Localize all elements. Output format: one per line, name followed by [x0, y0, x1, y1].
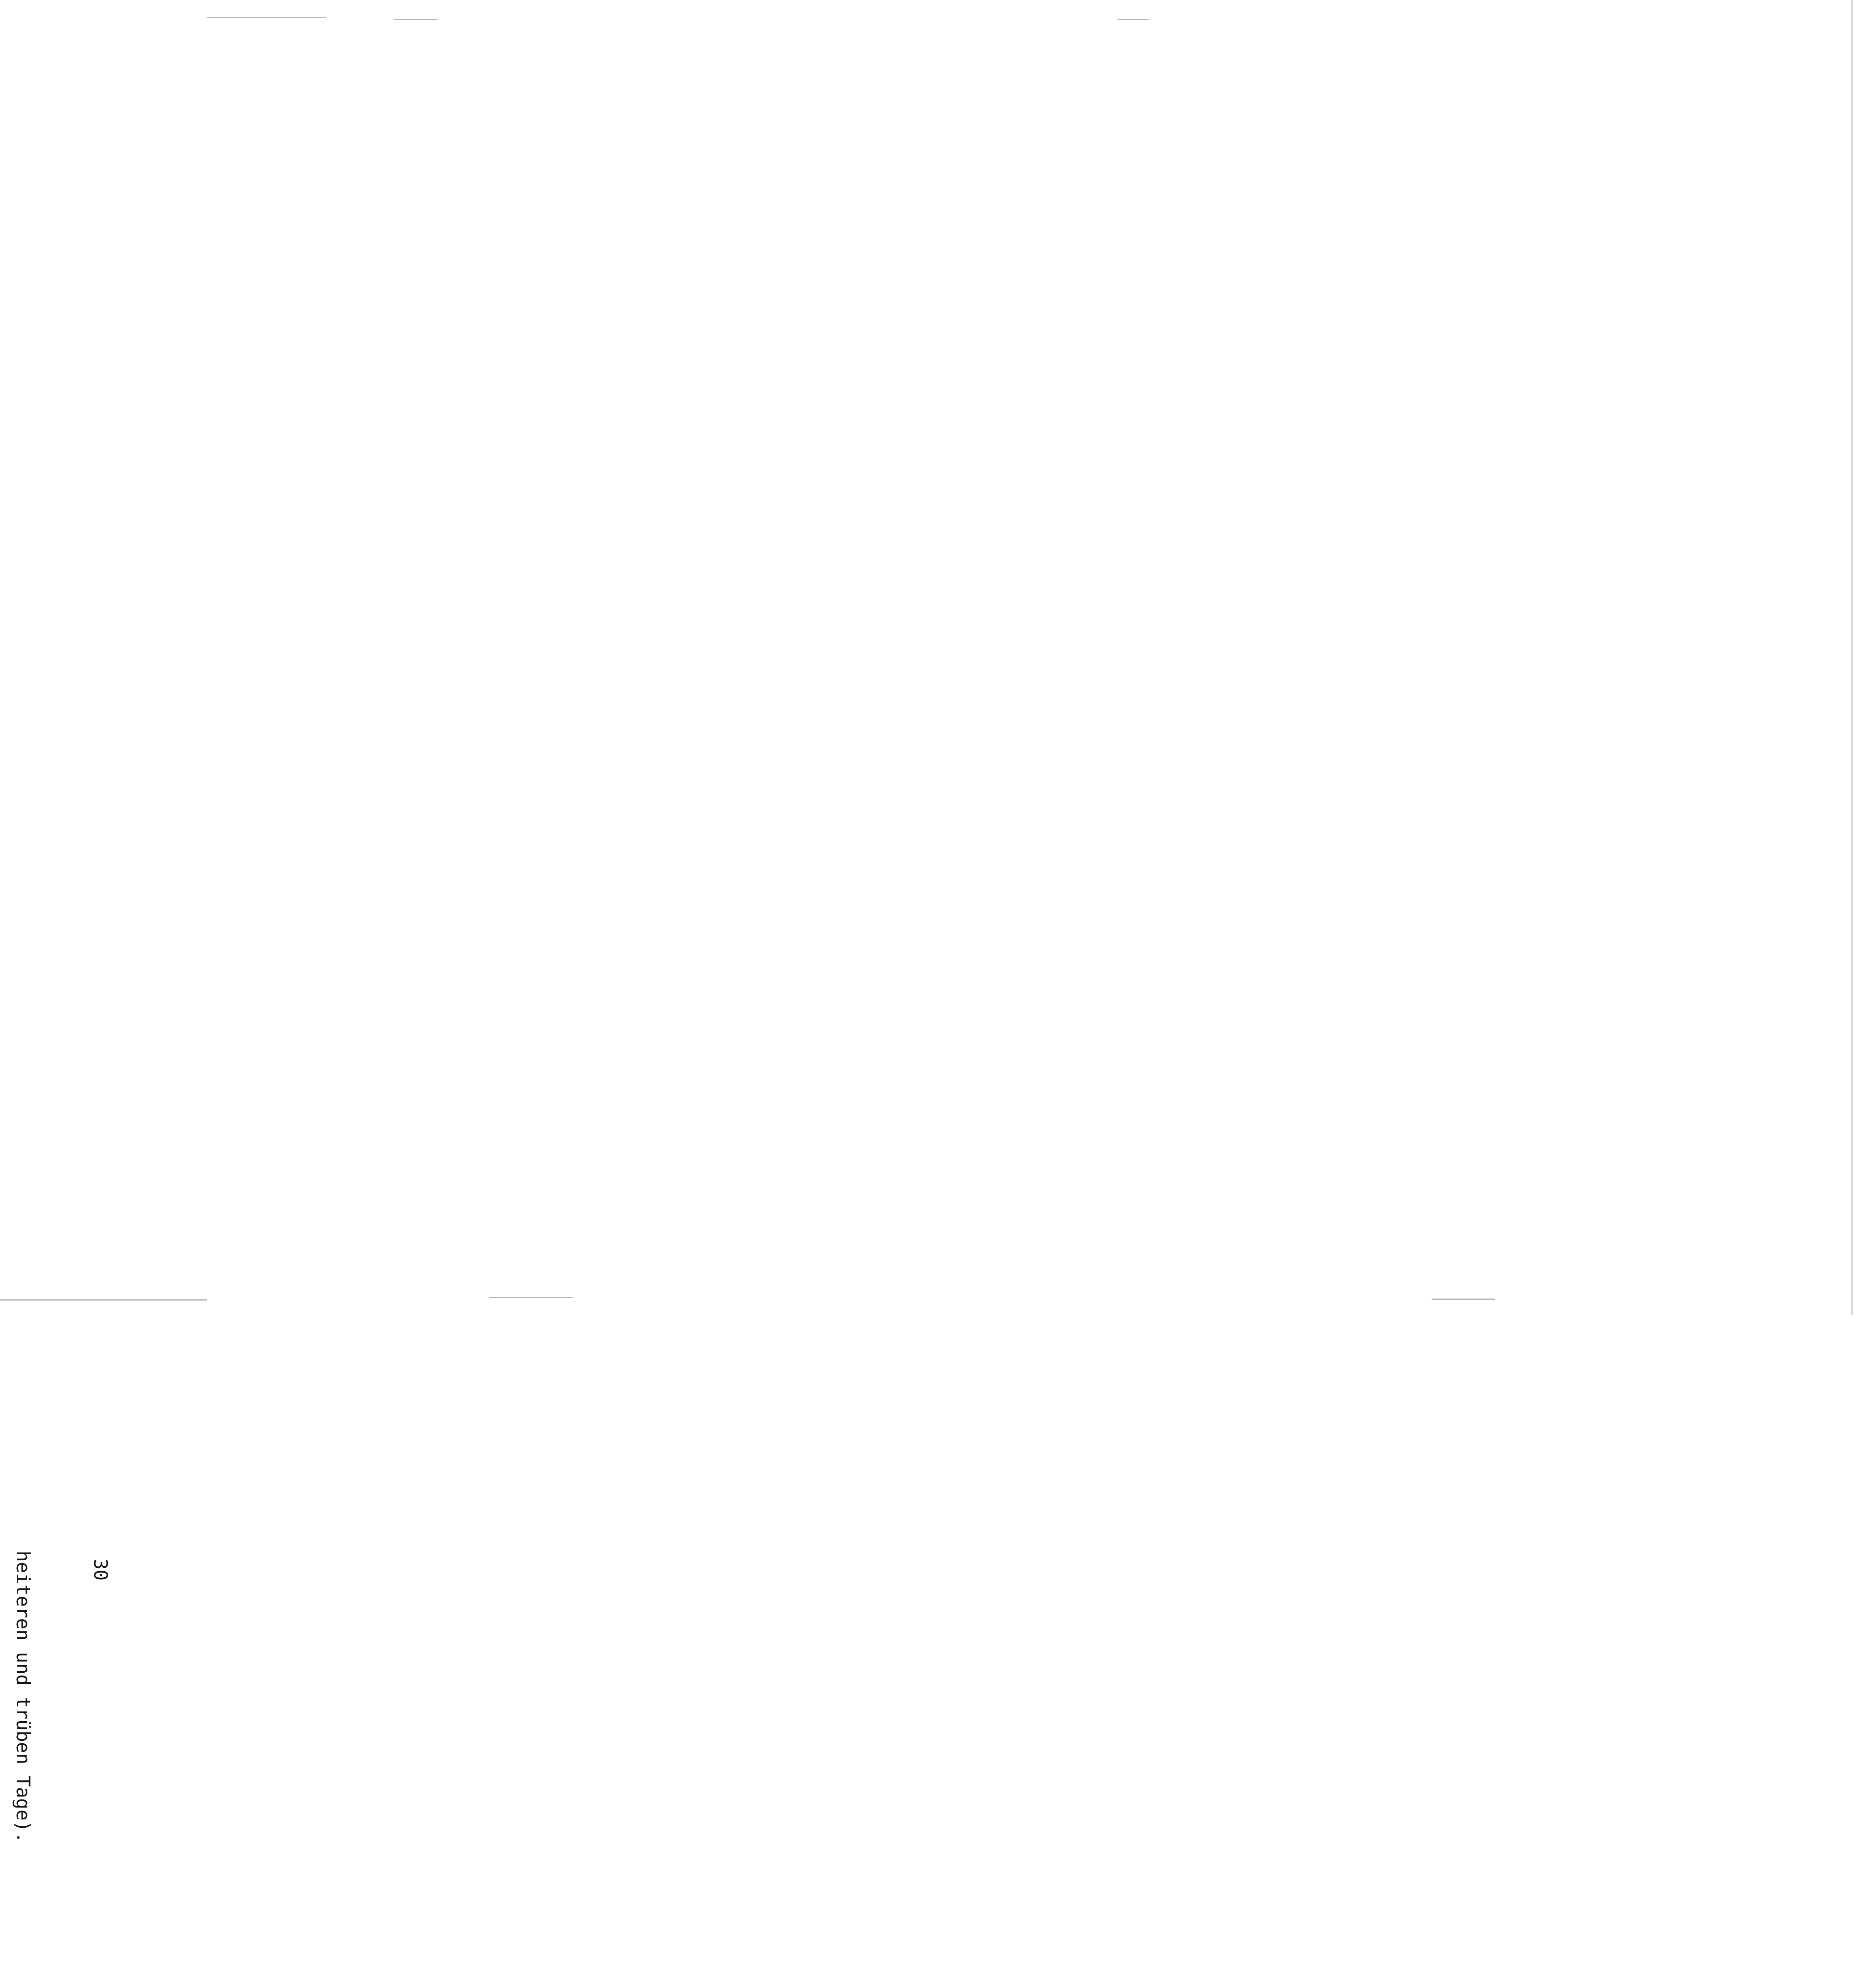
page-number: 30	[90, 1559, 111, 1581]
rotated-page-content	[0, 1431, 159, 1988]
scan-artifact-line	[1118, 19, 1149, 20]
scan-artifact-line	[207, 17, 326, 18]
scan-artifact-line	[1432, 1299, 1495, 1300]
scan-artifact-line	[0, 1299, 207, 1301]
scan-artifact-line	[394, 19, 437, 20]
left-text-column	[0, 1551, 40, 1988]
scan-artifact-line	[489, 1297, 573, 1298]
scan-edge-shadow	[1851, 0, 1853, 1315]
paragraph: heiteren und trüben Tage).	[12, 1551, 34, 1843]
